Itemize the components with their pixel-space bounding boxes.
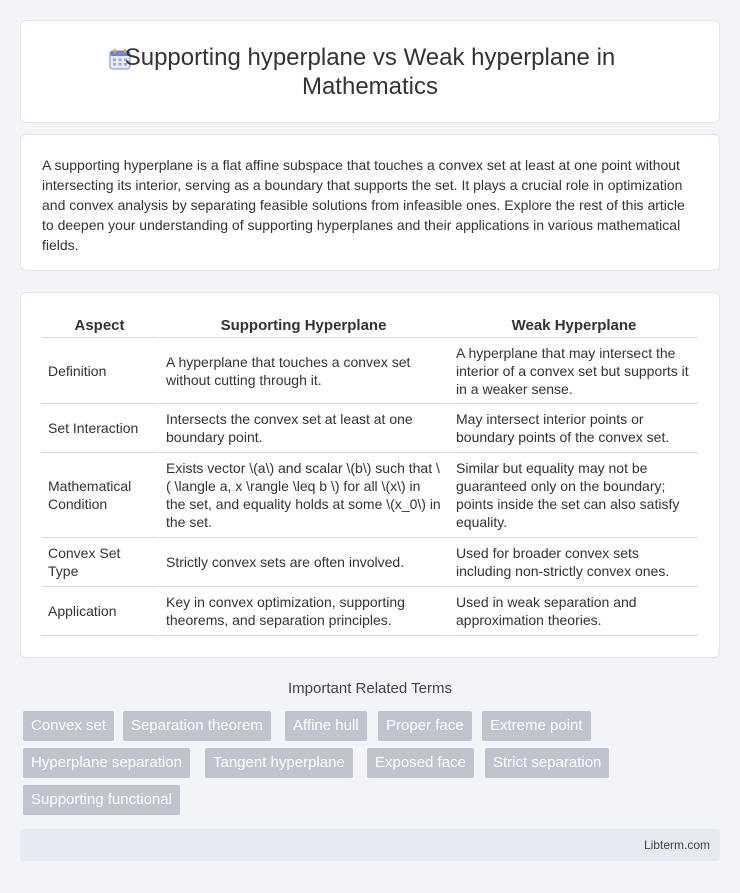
row-aspect: Set Interaction — [42, 404, 157, 453]
table-row — [42, 338, 698, 404]
row-weak: Used in weak separation and approximation theories. — [447, 587, 698, 636]
tag-exposed-face[interactable]: Exposed face — [367, 748, 474, 778]
row-weak: A hyperplane that may intersect the interior of a convex set but supports it in a weaker sense. — [447, 338, 698, 404]
row-supporting: Key in convex optimization, supporting theorems, and separation principles. — [157, 587, 447, 636]
tag-tangent-hyperplane[interactable]: Tangent hyperplane — [205, 748, 353, 778]
row-supporting: Intersects the convex set at least at one boundary point. — [157, 404, 447, 453]
header-supporting: Supporting Hyperplane — [157, 315, 447, 338]
row-supporting: Strictly convex sets are often involved. — [157, 538, 447, 587]
tag-strict-separation[interactable]: Strict separation — [485, 748, 609, 778]
comparison-table — [42, 315, 698, 636]
tag-proper-face[interactable]: Proper face — [378, 711, 472, 741]
row-weak: Used for broader convex sets including non-strictly convex ones. — [447, 538, 698, 587]
table-row — [42, 587, 698, 636]
row-supporting: A hyperplane that touches a convex set without cutting through it. — [157, 338, 447, 404]
footer — [20, 829, 720, 861]
tag-affine-hull[interactable]: Affine hull — [285, 711, 367, 741]
row-weak: Similar but equality may not be guaranteed only on the boundary; points inside the set can also satisfy equality. — [447, 453, 698, 538]
row-supporting: Exists vector \(a\) and scalar \(b\) such that \( \langle a, x \rangle \leq b \) for all \(x\) in the set, and equality holds at some \(x_0\) in the set. — [157, 453, 447, 538]
header-weak: Weak Hyperplane — [447, 315, 698, 338]
tag-hyperplane-separation[interactable]: Hyperplane separation — [23, 748, 190, 778]
related-terms-title: Important Related Terms — [288, 680, 452, 697]
row-aspect: Convex Set Type — [42, 538, 157, 587]
row-aspect: Definition — [42, 338, 157, 404]
table-row — [42, 538, 698, 587]
tag-separation-theorem[interactable]: Separation theorem — [123, 711, 271, 741]
footer-site-link[interactable]: Libterm.com — [643, 838, 710, 852]
table-row — [42, 404, 698, 453]
header-aspect: Aspect — [42, 315, 157, 338]
row-aspect: Application — [42, 587, 157, 636]
table-header-row — [42, 315, 698, 338]
table-row — [42, 453, 698, 538]
intro-card — [20, 134, 720, 271]
comparison-card — [20, 292, 720, 658]
row-aspect: Mathematical Condition — [42, 453, 157, 538]
tag-supporting-functional[interactable]: Supporting functional — [23, 785, 180, 815]
title-card — [20, 20, 720, 123]
row-weak: May intersect interior points or boundary points of the convex set. — [447, 404, 698, 453]
tag-convex-set[interactable]: Convex set — [23, 711, 114, 741]
tag-extreme-point[interactable]: Extreme point — [482, 711, 591, 741]
page-title: Supporting hyperplane vs Weak hyperplane in Mathematics — [124, 44, 616, 100]
intro-paragraph: A supporting hyperplane is a flat affine subspace that touches a convex set at least at one point without intersecting its interior, serving as a boundary that supports the set. It plays a crucial role in optimization and convex analysis by separating feasible solutions from infeasible ones. Explore the rest of this article to deepen your understanding of supporting hyperplanes and their applications in various mathematical fields. — [42, 157, 685, 253]
